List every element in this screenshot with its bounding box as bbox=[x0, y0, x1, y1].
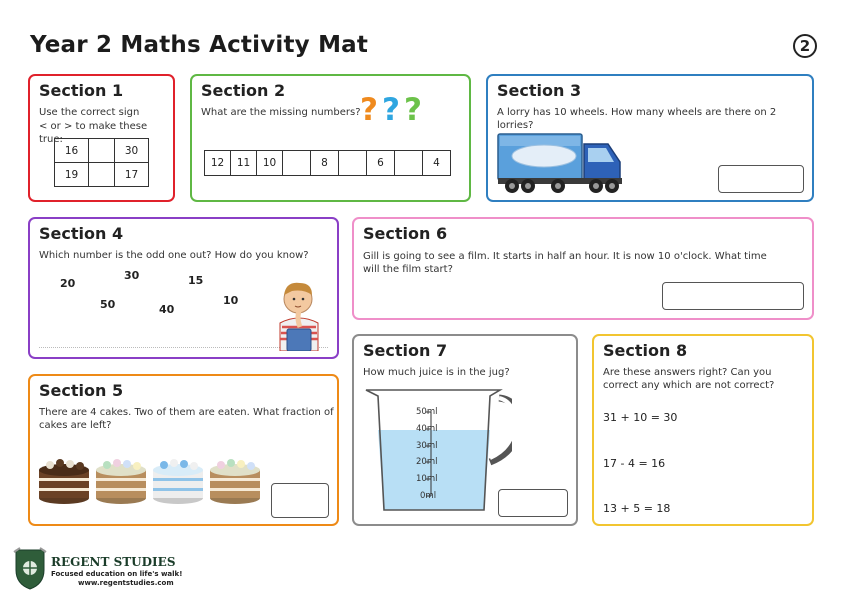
section-2 bbox=[190, 74, 471, 202]
cake-icon bbox=[210, 459, 260, 504]
table-row bbox=[55, 163, 149, 187]
odd-one-out-number: 10 bbox=[223, 294, 239, 307]
cake-icon bbox=[39, 459, 89, 504]
table-cell: 16 bbox=[55, 139, 89, 163]
equation: 13 + 5 = 18 bbox=[603, 502, 671, 515]
cake-icon bbox=[96, 459, 146, 504]
question-mark-icon: ? bbox=[360, 92, 378, 128]
table-cell: 17 bbox=[115, 163, 149, 187]
section-3-title: Section 3 bbox=[497, 81, 582, 100]
section-4-title: Section 4 bbox=[39, 224, 124, 243]
cake-icon bbox=[153, 459, 203, 504]
jug-scale-label: 30ml bbox=[416, 441, 438, 451]
section-3-answer-box[interactable] bbox=[718, 165, 804, 193]
question-mark-icon: ? bbox=[382, 92, 400, 128]
jug-scale-label: 40ml bbox=[416, 424, 438, 434]
sequence-cell: 10 bbox=[257, 151, 283, 176]
number-sequence bbox=[204, 150, 451, 176]
section-8-title: Section 8 bbox=[603, 341, 688, 360]
section-3-question: A lorry has 10 wheels. How many wheels are there on 2 lorries? bbox=[497, 107, 777, 131]
jug-scale-label: 50ml bbox=[416, 407, 438, 417]
odd-one-out-number: 50 bbox=[100, 298, 116, 311]
lorry-icon bbox=[496, 128, 628, 198]
logo-tagline: Focused education on life's walk! bbox=[51, 570, 183, 578]
section-6 bbox=[352, 217, 814, 320]
sequence-blank-cell[interactable] bbox=[395, 151, 423, 176]
jug-scale-label: 10ml bbox=[416, 474, 438, 484]
logo-url[interactable]: www.regentstudies.com bbox=[78, 579, 174, 587]
regent-studies-crest-icon bbox=[12, 546, 48, 590]
table-cell: 19 bbox=[55, 163, 89, 187]
section-5-title: Section 5 bbox=[39, 381, 124, 400]
thinking-child-icon bbox=[270, 271, 328, 351]
section-4-question: Which number is the odd one out? How do you know? bbox=[39, 250, 309, 261]
section-1-question: Use the correct sign bbox=[39, 107, 140, 118]
section-5-answer-box[interactable] bbox=[271, 483, 329, 518]
section-5 bbox=[28, 374, 339, 526]
section-8-question: Are these answers right? Can you correct any which are not correct? bbox=[603, 367, 775, 391]
cakes-icon bbox=[38, 454, 268, 506]
question-mark-icon: ? bbox=[404, 92, 422, 128]
sequence-cell: 11 bbox=[231, 151, 257, 176]
section-7-question: How much juice is in the jug? bbox=[363, 367, 510, 378]
sequence-cell: 12 bbox=[205, 151, 231, 176]
page-number: 2 bbox=[793, 34, 817, 58]
equation: 17 - 4 = 16 bbox=[603, 457, 666, 470]
section-1 bbox=[28, 74, 175, 202]
sign-answer-cell[interactable] bbox=[89, 163, 115, 187]
odd-one-out-number: 30 bbox=[124, 269, 140, 282]
sequence-blank-cell[interactable] bbox=[339, 151, 367, 176]
sequence-cell: 4 bbox=[423, 151, 451, 176]
section-7 bbox=[352, 334, 578, 526]
section-6-question: Gill is going to see a film. It starts in half an hour. It is now 10 o'clock. What time will the film start? bbox=[363, 251, 767, 275]
sequence-blank-cell[interactable] bbox=[283, 151, 311, 176]
equation: 31 + 10 = 30 bbox=[603, 411, 678, 424]
jug-scale-label: 0ml bbox=[420, 491, 437, 501]
sequence-cell: 8 bbox=[311, 151, 339, 176]
section-3 bbox=[486, 74, 814, 202]
jug-scale-label: 20ml bbox=[416, 457, 438, 467]
section-2-question: What are the missing numbers? bbox=[201, 107, 361, 118]
section-6-answer-box[interactable] bbox=[662, 282, 804, 310]
odd-one-out-number: 20 bbox=[60, 277, 76, 290]
section-6-title: Section 6 bbox=[363, 224, 448, 243]
sign-answer-cell[interactable] bbox=[89, 139, 115, 163]
sign-table bbox=[54, 138, 149, 187]
table-row bbox=[205, 151, 451, 176]
logo-name: REGENT STUDIES bbox=[51, 555, 176, 569]
section-7-title: Section 7 bbox=[363, 341, 448, 360]
section-1-question-line2: < or > to make these true: bbox=[39, 121, 148, 145]
section-1-title: Section 1 bbox=[39, 81, 124, 100]
table-cell: 30 bbox=[115, 139, 149, 163]
odd-one-out-number: 40 bbox=[159, 303, 175, 316]
section-4 bbox=[28, 217, 339, 359]
table-row bbox=[55, 139, 149, 163]
section-2-title: Section 2 bbox=[201, 81, 286, 100]
section-5-question: There are 4 cakes. Two of them are eaten. What fraction of cakes are left? bbox=[39, 407, 334, 431]
section-8 bbox=[592, 334, 814, 526]
sequence-cell: 6 bbox=[367, 151, 395, 176]
section-7-answer-box[interactable] bbox=[498, 489, 568, 517]
odd-one-out-number: 15 bbox=[188, 274, 204, 287]
page-title: Year 2 Maths Activity Mat bbox=[30, 32, 369, 58]
